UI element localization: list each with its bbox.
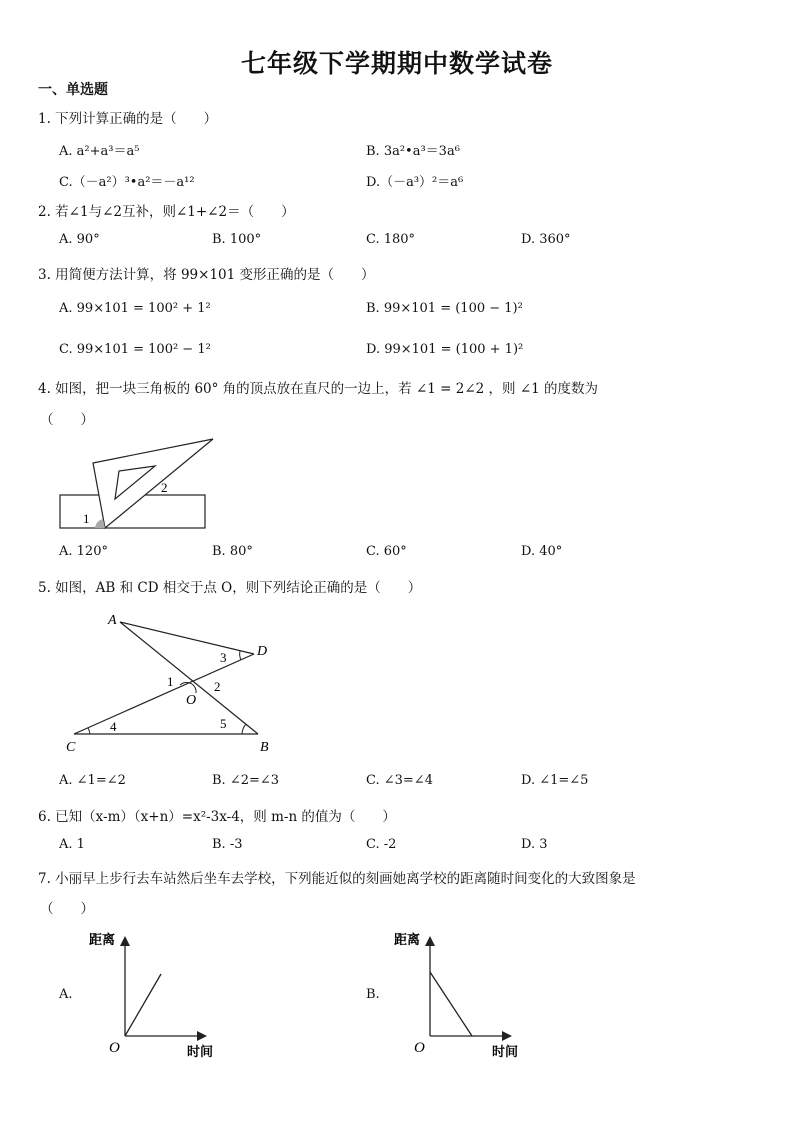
x-axis-arrow [502, 1031, 512, 1041]
angle-4-label: 4 [110, 719, 117, 734]
question-2-option-d: D. 360° [521, 232, 571, 247]
graph-line [125, 974, 161, 1036]
angle-2-arc [192, 684, 196, 693]
question-2-option-c: C. 180° [366, 232, 416, 247]
question-3-option-d: D. 99×101 = (100 + 1)² [366, 342, 524, 357]
question-6-option-d: D. 3 [521, 837, 548, 852]
segment-cd [74, 654, 254, 734]
question-5-option-c: C. ∠3=∠4 [366, 773, 433, 788]
question-6-option-c: C. -2 [366, 837, 397, 852]
question-1-stem: 1. 下列计算正确的是（ ） [38, 111, 218, 127]
graph-line [430, 972, 472, 1036]
question-7-stem-line1: 7. 小丽早上步行去车站然后坐车去学校，下列能近似的刻画她离学校的距离随时间变化的大致图象是 [38, 871, 636, 887]
x-axis-label: 时间 [187, 1045, 214, 1058]
question-5-figure [60, 608, 280, 760]
section-heading: 一、单选题 [38, 82, 108, 98]
angle-1-label: 1 [167, 674, 174, 689]
question-7-option-b: B. [366, 987, 380, 1002]
angle-4-arc [88, 728, 90, 734]
question-4-stem-line2: （ ） [40, 412, 94, 428]
point-d-label: D [257, 644, 268, 659]
question-5-option-a: A. ∠1=∠2 [59, 773, 126, 788]
question-4-option-a: A. 120° [59, 544, 108, 559]
origin-label: O [109, 1040, 120, 1056]
angle-2-label: 2 [214, 679, 221, 694]
question-7-option-a: A. [59, 987, 73, 1002]
angle-1-label: 1 [83, 511, 90, 526]
question-6-option-b: B. -3 [212, 837, 243, 852]
angle-3-label: 3 [220, 650, 227, 665]
question-3-option-b: B. 99×101 = (100 − 1)² [366, 301, 523, 316]
x-axis-arrow [197, 1031, 207, 1041]
point-a-label: A [108, 613, 117, 628]
origin-label: O [414, 1040, 425, 1056]
y-axis-label: 距离 [89, 933, 116, 948]
triangle-ruler-outer [93, 439, 213, 528]
question-1-option-b: B. 3a²•a³＝3a⁶ [366, 144, 460, 159]
y-axis-arrow [425, 936, 435, 946]
question-6-option-a: A. 1 [59, 837, 85, 852]
question-4-option-b: B. 80° [212, 544, 253, 559]
question-5-option-d: D. ∠1=∠5 [521, 773, 589, 788]
question-4-stem-line1: 4. 如图，把一块三角板的 60° 角的顶点放在直尺的一边上，若 ∠1 = 2∠2 ，则 ∠1 的度数为 [38, 381, 599, 397]
angle-5-label: 5 [220, 716, 227, 731]
question-4-option-c: C. 60° [366, 544, 407, 559]
y-axis-arrow [120, 936, 130, 946]
question-1-option-c: C.（－a²）³•a²＝－a¹² [59, 175, 195, 190]
point-c-label: C [66, 740, 76, 755]
y-axis-label: 距离 [394, 933, 421, 948]
question-2-option-b: B. 100° [212, 232, 262, 247]
question-1-option-d: D.（－a³）²＝a⁶ [366, 175, 464, 190]
question-5-stem: 5. 如图，AB 和 CD 相交于点 O，则下列结论正确的是（ ） [38, 580, 422, 596]
question-2-stem: 2. 若∠1与∠2互补，则∠1+∠2＝（ ） [38, 204, 295, 220]
question-4-figure [55, 433, 220, 533]
page-title: 七年级下学期期中数学试卷 [240, 49, 553, 78]
question-7-graph-b [390, 928, 530, 1058]
question-3-stem: 3. 用简便方法计算，将 99×101 变形正确的是（ ） [38, 267, 375, 283]
point-b-label: B [260, 740, 269, 755]
question-5-option-b: B. ∠2=∠3 [212, 773, 280, 788]
angle-2-label: 2 [161, 480, 168, 495]
question-3-option-a: A. 99×101 = 100² + 1² [59, 301, 211, 316]
question-4-option-d: D. 40° [521, 544, 563, 559]
angle-3-arc [240, 651, 241, 660]
question-6-stem: 6. 已知（x-m）（x+n）=x²-3x-4，则 m-n 的值为（ ） [38, 809, 396, 825]
angle-5-arc [242, 724, 246, 734]
question-7-graph-a [85, 928, 225, 1058]
question-7-stem-line2: （ ） [40, 901, 94, 917]
question-1-option-a: A. a²+a³＝a⁵ [59, 144, 140, 159]
question-2-option-a: A. 90° [59, 232, 100, 247]
x-axis-label: 时间 [492, 1045, 519, 1058]
point-o-label: O [186, 693, 197, 708]
question-3-option-c: C. 99×101 = 100² − 1² [59, 342, 211, 357]
